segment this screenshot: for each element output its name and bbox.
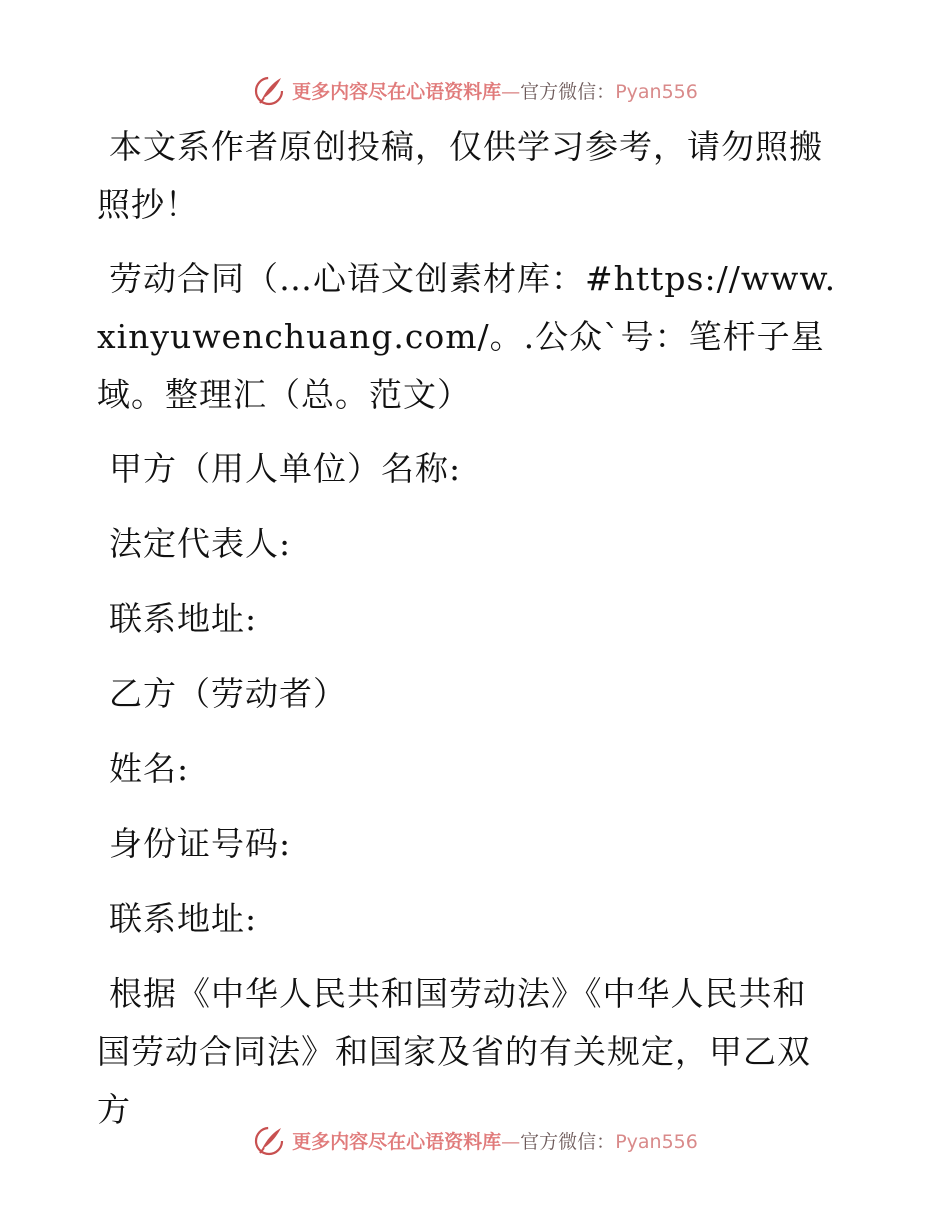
watermark-wechat-id: Pyan556 (615, 80, 698, 103)
paragraph-party-b: 乙方（劳动者） (109, 674, 347, 713)
quill-pen-logo-icon (252, 1123, 286, 1157)
document-body (97, 118, 837, 1155)
paragraph-party-a-address: 联系地址: (109, 599, 258, 638)
watermark-brand: 更多内容尽在心语资料库 (292, 1130, 502, 1153)
watermark-text (292, 1127, 698, 1154)
paragraph-legal-basis: 根据《中华人民共和国劳动法》《中华人民共和国劳动合同法》和国家及省的有关规定，甲乙双方 (97, 974, 811, 1129)
quill-pen-logo-icon (252, 73, 286, 107)
paragraph-disclaimer: 本文系作者原创投稿，仅供学习参考，请勿照搬照抄！ (97, 127, 823, 224)
footer-watermark (0, 1120, 950, 1160)
watermark-wechat-id: Pyan556 (615, 1130, 698, 1153)
paragraph-party-b-name: 姓名: (109, 749, 190, 788)
paragraph-id-number: 身份证号码: (109, 824, 292, 863)
watermark-dash: — (501, 80, 521, 103)
header-watermark (0, 70, 950, 110)
watermark-official-label: 官方微信： (520, 80, 616, 103)
watermark-text (292, 77, 698, 104)
watermark-dash: — (501, 1130, 521, 1153)
watermark-brand: 更多内容尽在心语资料库 (292, 80, 502, 103)
paragraph-party-b-address: 联系地址: (109, 899, 258, 938)
paragraph-legal-representative: 法定代表人: (109, 524, 292, 563)
paragraph-party-a-name: 甲方（用人单位）名称: (109, 449, 462, 488)
watermark-official-label: 官方微信： (520, 1130, 616, 1153)
paragraph-contract-title: 劳动合同（…心语文创素材库：#https://www.xinyuwenchuang.com/。.公众`号：笔杆子星域。整理汇（总。范文） (97, 259, 837, 414)
